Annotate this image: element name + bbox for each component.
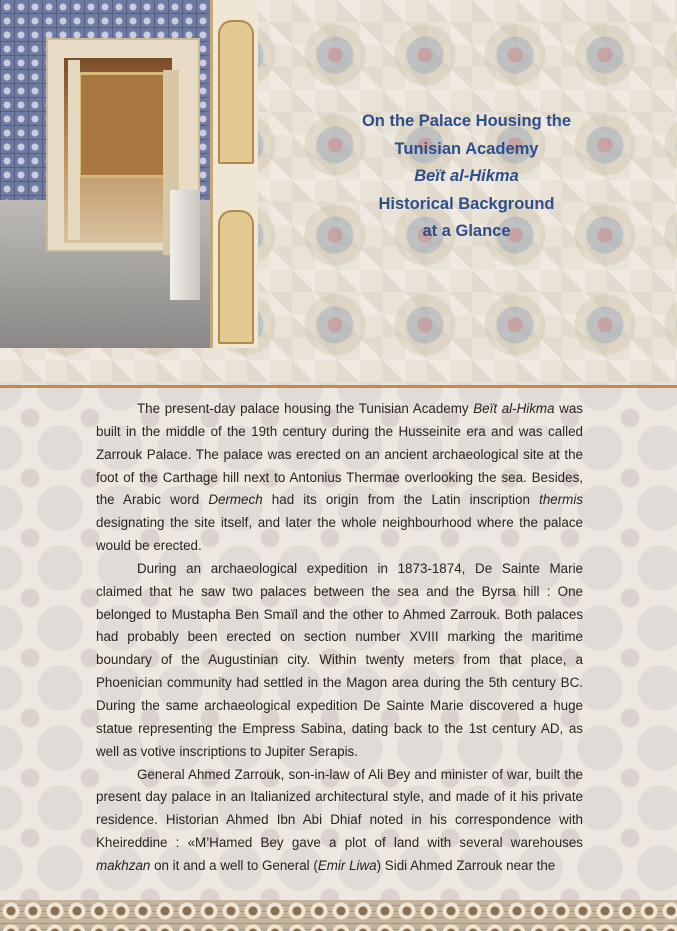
paragraph-2: During an archaeological expedition in 1873-1874, De Sainte Marie claimed that he saw two palaces between the sea and the Byrsa hill : One belonged to Mustapha Ben Smaïl and the other to Ahmed Zarrouk. Both palaces had probably been erected on section number XVIII marking the maritime boundary of the Augustinian city. Within twenty meters from that place, a Phoenician community had settled in the Magon area during the 5th century BC. During the same archaeological expedition De Sainte Marie discovered a huge statue representing the Empress Sabina, dating back to the 1st century AD, as well as votive inscriptions to Jupiter Serapis. xyxy=(96,560,583,759)
p1-italic-thermis: thermis xyxy=(539,492,583,508)
title-line-3: Beït al-Hikma xyxy=(414,167,519,185)
paragraph-3 xyxy=(96,764,583,878)
door-panel-lower xyxy=(218,210,254,344)
page-title xyxy=(330,108,603,246)
palace-interior-photo xyxy=(0,0,258,348)
p1-text-c: was built in the middle of the 19th century during the Husseinite era and was called Zarrouk Palace. The palace was erected on an ancient archaeological site at the foot of the Carthage hill next to Antonius Thermae overlooking the sea. Besides, the Arabic word xyxy=(96,401,583,508)
marble-pillar xyxy=(170,190,200,300)
far-room-arch xyxy=(78,72,166,178)
decorative-bottom-border xyxy=(0,900,677,931)
door-panel-upper xyxy=(218,20,254,164)
p3-italic-emir-liwa: Emir Liwa xyxy=(317,857,377,873)
door-leaf-left xyxy=(68,60,80,240)
title-line-5: at a Glance xyxy=(422,222,511,240)
p3-text-e: ) Sidi Ahmed Zarrouk near the xyxy=(376,857,556,873)
p3-text-a: General Ahmed Zarrouk, son-in-law of Ali Bey and minister of war, built the present day palace in an Italianized architectural style, and made of it his private residence. Historian Ahmed Ibn Abi Dhiaf noted in his correspondence with Kheireddine : «M’Hamed Bey gave a plot of land with several warehouses xyxy=(96,766,583,851)
title-line-4: Historical Background xyxy=(378,194,555,213)
p1-italic-beit-al-hikma: Beït al-Hikma xyxy=(473,401,555,416)
p1-italic-dermech: Dermech xyxy=(208,492,263,508)
paragraph-1 xyxy=(96,398,583,558)
p1-text-g: designating the site itself, and later the whole neighbourhood where the palace would be erected. xyxy=(96,515,583,554)
title-line-2: Tunisian Academy xyxy=(394,139,539,158)
article-body xyxy=(96,398,583,878)
p3-italic-makhzan: makhzan xyxy=(96,857,151,873)
p1-text-a: The present-day palace housing the Tunisian Academy xyxy=(137,401,474,416)
title-line-1: On the Palace Housing the xyxy=(361,112,572,130)
p3-text-c: on it and a well to General ( xyxy=(150,857,318,873)
p1-text-e: had its origin from the Latin inscription xyxy=(262,492,540,508)
